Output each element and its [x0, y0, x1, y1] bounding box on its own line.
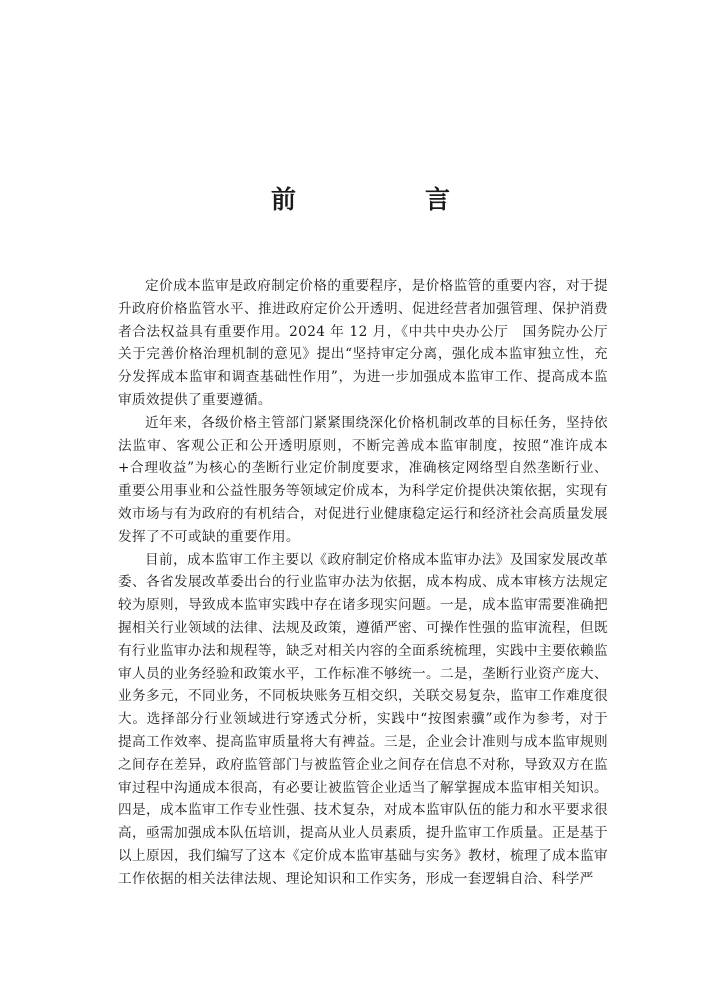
paragraph-2: 近年来，各级价格主管部门紧紧围绕深化价格机制改革的目标任务，坚持依法监审、客观公正和公开透明原则，不断完善成本监审制度，按照“准许成本+合理收益”为核心的垄断行业定价制度要求，准确核定网络型自然垄断行业、重要公用事业和公益性服务等领域定价成本，为科学定价提供决策依据，实现有效市场与有为政府的有机结合，对促进行业健康稳定运行和经济社会高质量发展发挥了不可或缺的重要作用。 [118, 414, 608, 545]
paragraph-3: 目前，成本监审工作主要以《政府制定价格成本监审办法》及国家发展改革委、各省发展改革委出台的行业监审办法为依据，成本构成、成本审核方法规定较为原则，导致成本监审实践中存在诸多现实问题。一是，成本监审需要准确把握相关行业领域的法律、法规及政策，遵循严密、可操作性强的监审流程，但既有行业监审办法和规程等，缺乏对相关内容的全面系统梳理，实践中主要依赖监审人员的业务经验和政策水平，工作标准不够统一。二是，垄断行业资产庞大、业务多元，不同业务，不同板块账务互相交织，关联交易复杂，监审工作难度很大。选择部分行业领域进行穿透式分析，实践中“按图索骥”或作为参考，对于提高工作效率、提高监审质量将大有裨益。三是，企业会计准则与成本监审规则之间存在差异，政府监管部门与被监管企业之间存在信息不对称，导致双方在监审过程中沟通成本很高，有必要让被监管企业适当了解掌握成本监审相关知识。四是，成本监审工作专业性强、技术复杂，对成本监审队伍的能力和水平要求很高，亟需加强成本队伍培训，提高从业人员素质，提升监审工作质量。正是基于以上原因，我们编写了这本《定价成本监审基础与实务》教材，梳理了成本监审工作依据的相关法律法规、理论知识和工作实务，形成一套逻辑自洽、科学严 [118, 551, 608, 887]
page-title: 前 言 [270, 185, 502, 214]
body-text [118, 275, 608, 891]
paragraph-1: 定价成本监审是政府制定价格的重要程序，是价格监管的重要内容，对于提升政府价格监管水平、推进政府定价公开透明、促进经营者加强管理、保护消费者合法权益具有重要作用。2024 年 12 月，《中共中央办公厅 国务院办公厅关于完善价格治理机制的意见》提出“坚持审定分离，强化成本监审独立性，充分发挥成本监审和调查基础性作用”，为进一步加强成本监审工作、提高成本监审质效提供了重要遵循。 [118, 278, 608, 408]
